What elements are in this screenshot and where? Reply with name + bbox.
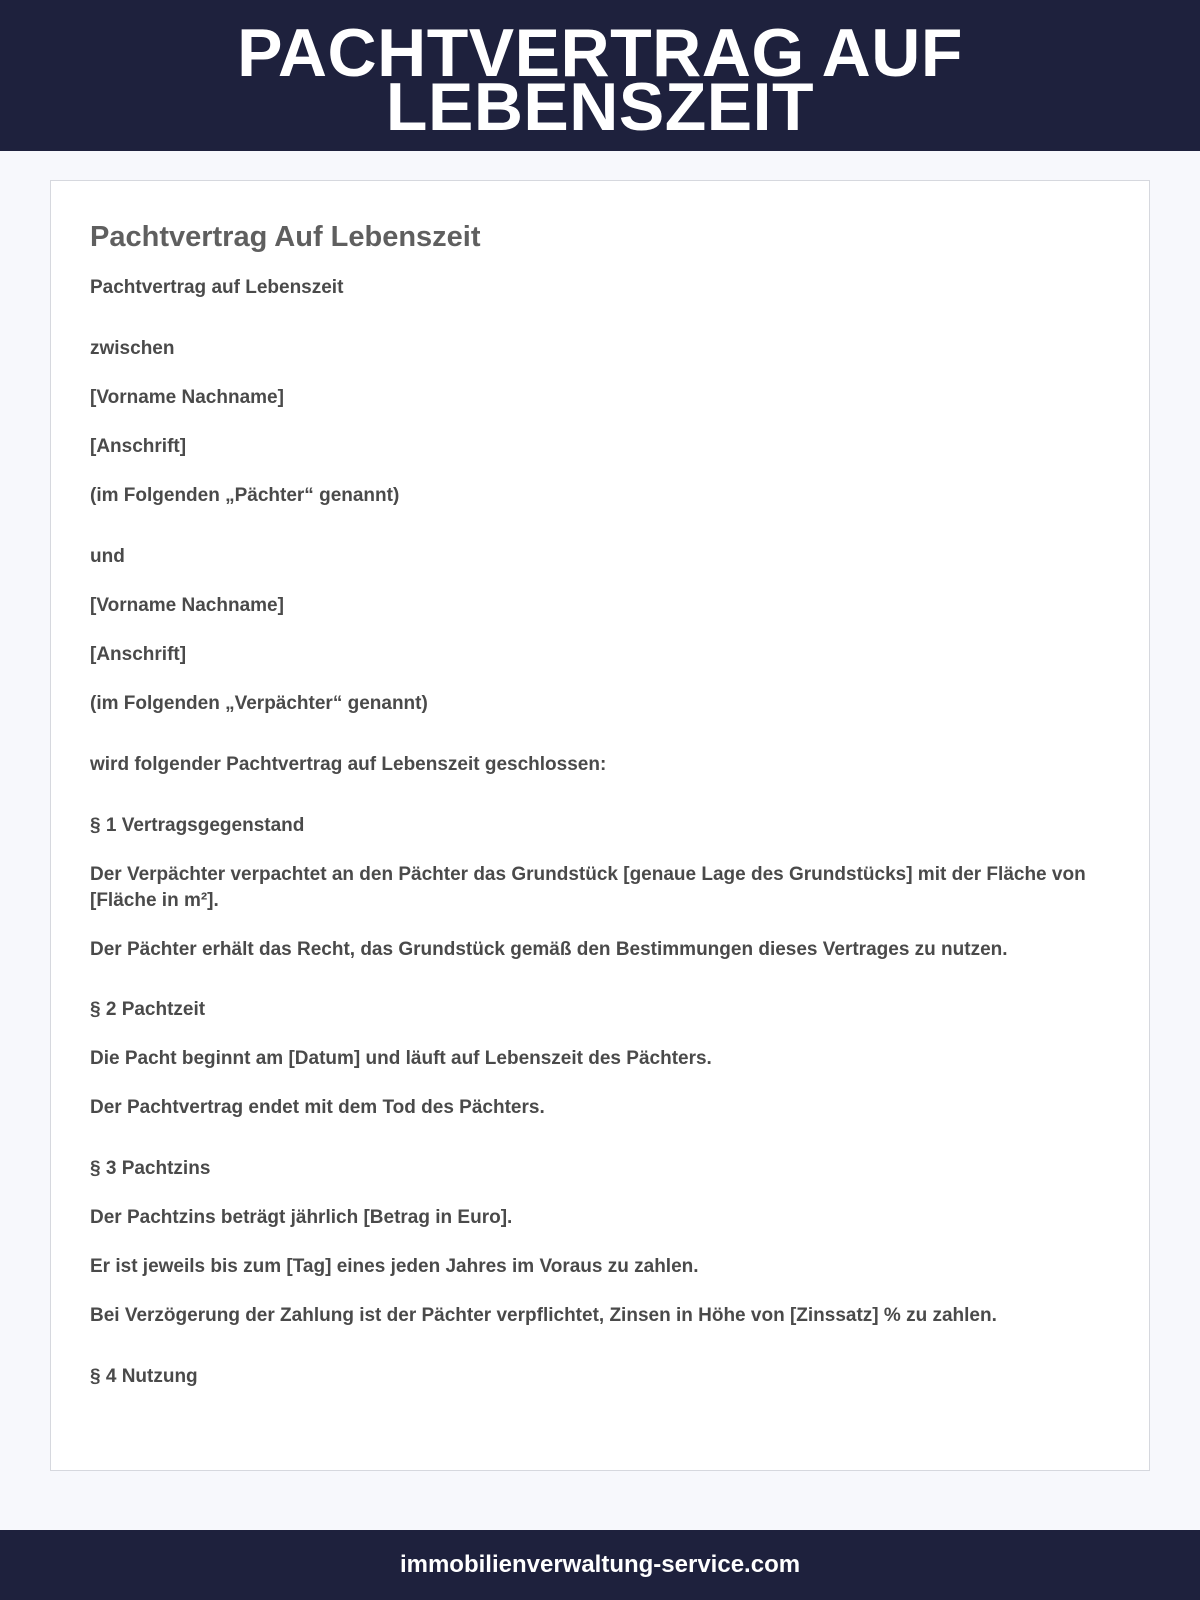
section-3-paragraph-2: Er ist jeweils bis zum [Tag] eines jeden Jahres im Voraus zu zahlen. bbox=[90, 1256, 699, 1277]
party-1-address: [Anschrift] bbox=[90, 436, 187, 457]
section-1-paragraph-1: Der Verpächter verpachtet an den Pächter das Grundstück [genaue Lage des Grundstücks] mit der Fläche von [Fläche in m²]. bbox=[90, 864, 1086, 911]
party-intro: zwischen bbox=[90, 338, 175, 359]
section-1-paragraph-2: Der Pächter erhält das Recht, das Grundstück gemäß den Bestimmungen dieses Vertrages zu nutzen. bbox=[90, 939, 1008, 960]
footer-site-name: immobilienverwaltung-service.com bbox=[399, 1551, 801, 1578]
contract-preamble: wird folgender Pachtvertrag auf Lebenszeit geschlossen: bbox=[90, 754, 607, 775]
section-4-heading: § 4 Nutzung bbox=[90, 1366, 198, 1387]
page-title: PACHTVERTRAG AUF LEBENSZEIT bbox=[237, 14, 963, 145]
party-2-address: [Anschrift] bbox=[90, 644, 187, 665]
page-header bbox=[0, 0, 1200, 151]
section-1-heading: § 1 Vertragsgegenstand bbox=[90, 815, 305, 836]
section-2-paragraph-1: Die Pacht beginnt am [Datum] und läuft auf Lebenszeit des Pächters. bbox=[90, 1048, 712, 1069]
contract-title: Pachtvertrag auf Lebenszeit bbox=[90, 277, 344, 298]
party-1-name: [Vorname Nachname] bbox=[90, 387, 284, 408]
section-3-heading: § 3 Pachtzins bbox=[90, 1158, 211, 1179]
document-heading: Pachtvertrag Auf Lebenszeit bbox=[90, 221, 481, 253]
section-2-paragraph-2: Der Pachtvertrag endet mit dem Tod des Pächters. bbox=[90, 1097, 545, 1118]
section-3-paragraph-3: Bei Verzögerung der Zahlung ist der Pächter verpflichtet, Zinsen in Höhe von [Zinssatz] % zu zahlen. bbox=[90, 1305, 997, 1326]
party-2-name: [Vorname Nachname] bbox=[90, 595, 284, 616]
document-card bbox=[50, 180, 1150, 1471]
party-2-role: (im Folgenden „Verpächter“ genannt) bbox=[90, 693, 428, 714]
page-footer bbox=[0, 1530, 1200, 1600]
party-conjunction: und bbox=[90, 546, 125, 567]
section-3-paragraph-1: Der Pachtzins beträgt jährlich [Betrag in Euro]. bbox=[90, 1207, 513, 1228]
section-2-heading: § 2 Pachtzeit bbox=[90, 999, 206, 1020]
party-1-role: (im Folgenden „Pächter“ genannt) bbox=[90, 485, 400, 506]
